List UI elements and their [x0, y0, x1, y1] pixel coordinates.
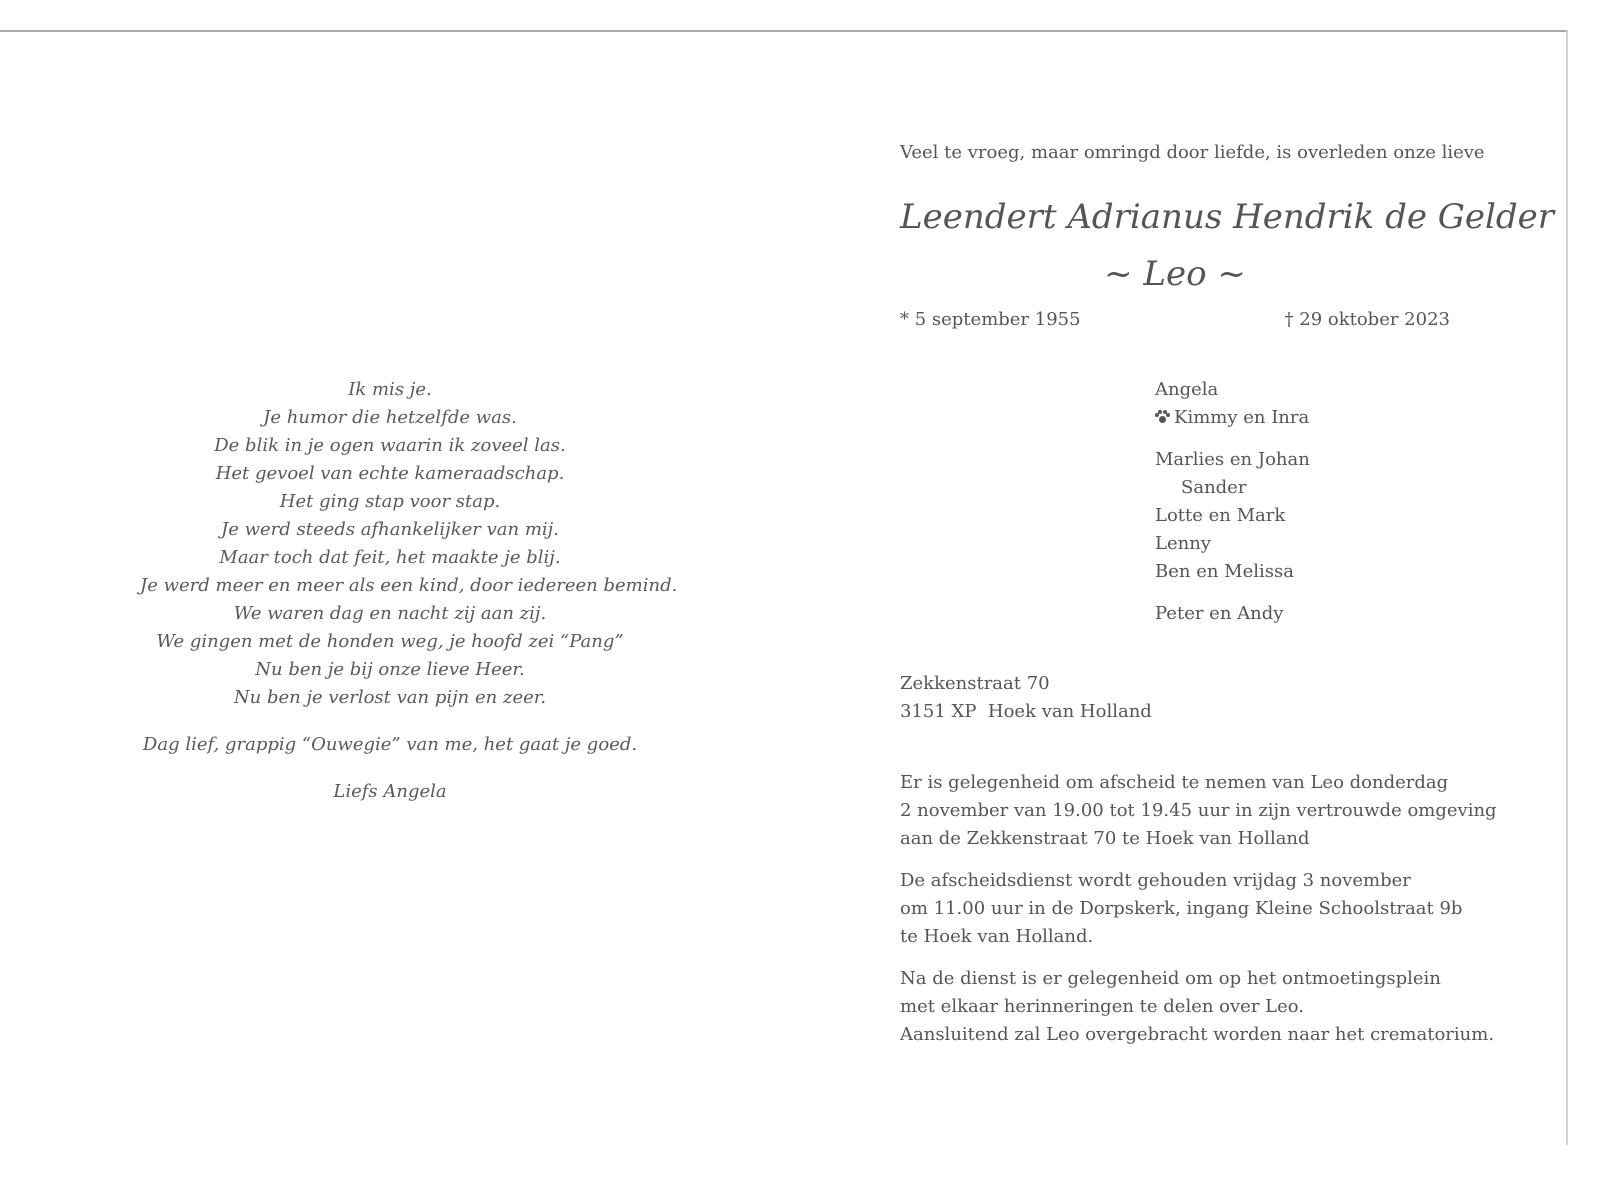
paw-icon [1155, 410, 1169, 424]
family-member: Lenny [1155, 533, 1211, 554]
poem-line: Ik mis je. [348, 379, 432, 400]
death-date: † 29 oktober 2023 [1284, 309, 1450, 330]
poem-line: Het ging stap voor stap. [279, 491, 501, 512]
notice-line: Aansluitend zal Leo overgebracht worden naar het crematorium. [900, 1024, 1495, 1045]
notice-line: Er is gelegenheid om afscheid te nemen van Leo donderdag [900, 772, 1449, 793]
poem-line: Nu ben je verlost van pijn en zeer. [233, 687, 547, 708]
family-partner: Angela [1155, 379, 1219, 400]
service-notice [900, 769, 1497, 1063]
poem-line: We gingen met de honden weg, je hoofd zei “Pang” [156, 631, 624, 652]
announcement-intro: Veel te vroeg, maar omringd door liefde, is overleden onze lieve [900, 142, 1485, 163]
address-block [900, 670, 1152, 726]
address-street: Zekkenstraat 70 [900, 673, 1050, 694]
poem-lines [140, 376, 678, 712]
notice-line: om 11.00 uur in de Dorpskerk, ingang Kleine Schoolstraat 9b [900, 898, 1463, 919]
notice-line: Na de dienst is er gelegenheid om op het ontmoetingsplein [900, 968, 1441, 989]
poem-line: De blik in je ogen waarin ik zoveel las. [214, 435, 566, 456]
poem-closing: Dag lief, grappig “Ouwegie” van me, het gaat je goed. [142, 734, 638, 755]
page-right-border [1566, 30, 1568, 1145]
poem-section [140, 376, 678, 806]
family-member: Sander [1181, 477, 1247, 498]
notice-paragraph-gathering [900, 965, 1495, 1049]
poem-line: Maar toch dat feit, het maakte je blij. [219, 547, 561, 568]
family-pets-label: Kimmy en Inra [1174, 407, 1310, 428]
notice-paragraph-viewing [900, 769, 1497, 853]
notice-line: aan de Zekkenstraat 70 te Hoek van Holland [900, 828, 1310, 849]
address-city: 3151 XP Hoek van Holland [900, 701, 1152, 722]
notice-paragraph-service [900, 867, 1463, 951]
deceased-nickname: ~ Leo ~ [1104, 254, 1246, 294]
page-top-border [0, 30, 1568, 32]
birth-date: * 5 september 1955 [900, 309, 1081, 330]
family-member: Ben en Melissa [1155, 561, 1294, 582]
notice-line: De afscheidsdienst wordt gehouden vrijdag 3 november [900, 870, 1411, 891]
family-member: Peter en Andy [1155, 603, 1284, 624]
family-member: Lotte en Mark [1155, 505, 1286, 526]
poem-line: We waren dag en nacht zij aan zij. [233, 603, 547, 624]
notice-line: 2 november van 19.00 tot 19.45 uur in zijn vertrouwde omgeving [900, 800, 1497, 821]
deceased-name: Leendert Adrianus Hendrik de Gelder [900, 197, 1555, 237]
family-list [1155, 376, 1455, 628]
family-pets [1155, 404, 1455, 432]
poem-line: Je werd meer en meer als een kind, door iedereen bemind. [140, 575, 678, 596]
notice-line: te Hoek van Holland. [900, 926, 1094, 947]
poem-line: Het gevoel van echte kameraadschap. [215, 463, 565, 484]
poem-signature: Liefs Angela [333, 781, 447, 802]
poem-line: Nu ben je bij onze lieve Heer. [255, 659, 525, 680]
family-member: Marlies en Johan [1155, 449, 1310, 470]
poem-line: Je humor die hetzelfde was. [263, 407, 517, 428]
poem-line: Je werd steeds afhankelijker van mij. [221, 519, 559, 540]
notice-line: met elkaar herinneringen te delen over Leo. [900, 996, 1305, 1017]
